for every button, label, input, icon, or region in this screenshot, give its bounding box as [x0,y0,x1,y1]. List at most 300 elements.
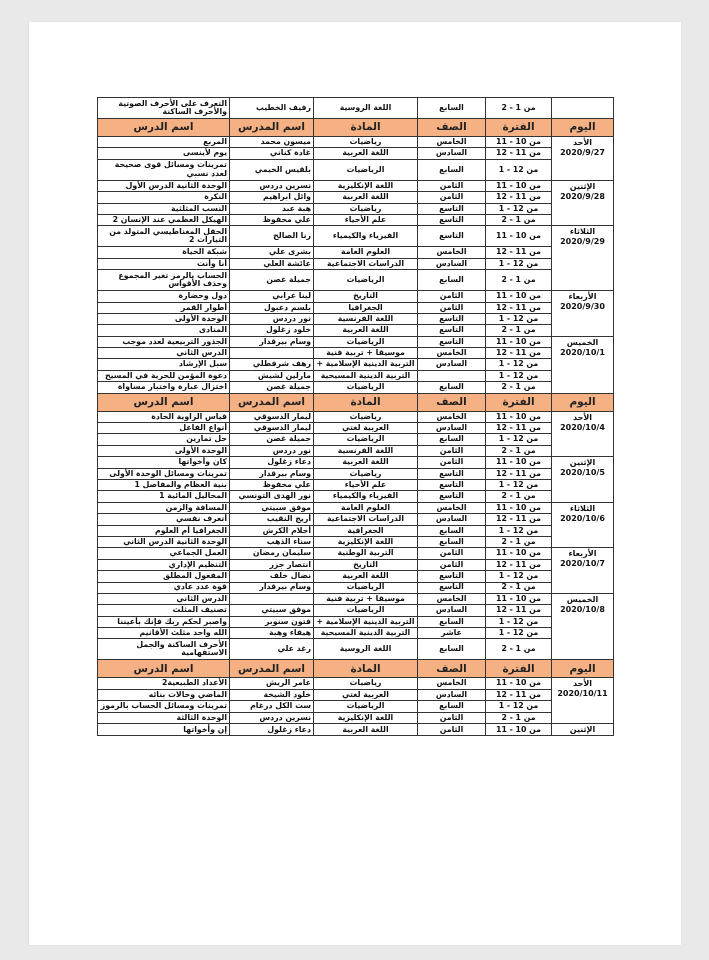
period-cell: من 11 - 12 [486,514,552,525]
teacher-cell: وائل ابراهيم [230,192,314,203]
teacher-cell: علي محفوظ [230,214,314,225]
subject-cell: اللغة الروسية [314,639,418,660]
teacher-cell: بلقيس الخيمي [230,159,314,180]
grade-cell: السابع [418,382,486,393]
period-cell: من 12 - 1 [486,359,552,370]
period-cell: من 1 - 2 [486,214,552,225]
teacher-cell: نور دردس [230,313,314,324]
period-cell: من 11 - 12 [486,605,552,616]
subject-cell: الرياضيات [314,605,418,616]
table-row [98,203,614,214]
day-cell [552,98,614,119]
grade-cell: التاسع [418,226,486,247]
grade-cell: السادس [418,605,486,616]
lesson-cell: الماضي وحالات بنائه [98,689,230,700]
grade-cell: الثامن [418,712,486,723]
grade-cell: الخامس [418,593,486,604]
lesson-cell: الأحرف الساكنة والجمل الاستفهامية [98,639,230,660]
day-date: 2020/10/5 [560,468,605,478]
period-cell: من 10 - 11 [486,291,552,302]
table-row [98,291,614,302]
lesson-cell: حل تمارين [98,434,230,445]
grade-cell: التاسع [418,491,486,502]
grade-cell: السادس [418,423,486,434]
day-date: 2020/9/27 [560,148,605,157]
subject-cell: العلوم العامة [314,502,418,513]
teacher-cell: رهف شرفطلي [230,359,314,370]
grade-cell: الثامن [418,291,486,302]
schedule-table [97,97,614,736]
subject-cell: التاريخ [314,559,418,570]
grade-cell: التاسع [418,313,486,324]
subject-cell: اللغة العربية [314,325,418,336]
day-date: 2020/9/30 [560,302,605,312]
lesson-cell: التعرف على الأحرف الصوتية والأحرف الساكنة [98,98,230,119]
subject-cell: اللغة الإنكليزية [314,712,418,723]
day-cell [552,502,614,548]
period-cell: من 1 - 2 [486,98,552,119]
table-row [98,258,614,269]
period-cell: من 10 - 11 [486,336,552,347]
table-row [98,302,614,313]
table-row [98,712,614,723]
grade-cell: السابع [418,536,486,547]
teacher-cell: أحلام الكرش [230,525,314,536]
table-row [98,313,614,324]
day-cell [552,137,614,181]
subject-cell: علم الأحياء [314,479,418,490]
grade-cell: السادس [418,148,486,159]
period-cell: من 12 - 1 [486,370,552,381]
table-row [98,491,614,502]
period-cell: من 11 - 12 [486,348,552,359]
subject-cell: العربية لغتي [314,689,418,700]
grade-cell: التاسع [418,468,486,479]
grade-cell: الثامن [418,192,486,203]
subject-cell: اللغة الإنكليزية [314,536,418,547]
subject-cell: الفيزياء والكيمياء [314,226,418,247]
lesson-cell: العمل الجماعي [98,548,230,559]
table-row [98,689,614,700]
header-period: الفترة [486,660,552,678]
lesson-cell: بنية العظام والمفاصل 1 [98,479,230,490]
lesson-cell: تمرينات ومسائل قوى صحيحة لعدد نسبي [98,159,230,180]
day-cell [552,593,614,660]
subject-cell: رياضيات [314,411,418,422]
grade-cell: السابع [418,434,486,445]
grade-cell: الثامن [418,548,486,559]
teacher-cell: هبة عبد [230,203,314,214]
subject-cell: اللغة الفرنسية [314,313,418,324]
subject-cell: الرياضيات [314,270,418,291]
grade-cell: التاسع [418,214,486,225]
table-row [98,514,614,525]
lesson-cell: المربع [98,137,230,148]
day-cell [552,678,614,724]
lesson-cell: كان وأخواتها [98,457,230,468]
teacher-cell: ليمار الدسوقي [230,411,314,422]
lesson-cell: أنا وأنت [98,258,230,269]
period-cell: من 10 - 11 [486,593,552,604]
lesson-cell: المنادى [98,325,230,336]
grade-cell: عاشر [418,628,486,639]
day-date: 2020/10/4 [560,422,605,432]
table-row [98,548,614,559]
grade-cell: التاسع [418,336,486,347]
period-cell: من 12 - 1 [486,434,552,445]
subject-cell: التربية الدينية الإسلامية + [314,359,418,370]
grade-cell: الثامن [418,302,486,313]
table-row [98,701,614,712]
grade-cell: السابع [418,159,486,180]
teacher-cell: نور الهدى التونسي [230,491,314,502]
teacher-cell: جميلة غصن [230,434,314,445]
grade-cell: الثامن [418,180,486,191]
lesson-cell: تصنيف المثلث [98,605,230,616]
teacher-cell: بلسم دعبول [230,302,314,313]
day-cell [552,291,614,337]
teacher-cell: نسرين دردس [230,180,314,191]
teacher-cell: انتصار جزر [230,559,314,570]
period-cell: من 10 - 11 [486,502,552,513]
teacher-cell [230,593,314,604]
subject-cell: الدراسات الاجتماعية [314,514,418,525]
period-cell: من 12 - 1 [486,479,552,490]
subject-cell: اللغة العربية [314,192,418,203]
subject-cell: اللغة العربية [314,571,418,582]
subject-cell: الجغرافيا [314,302,418,313]
header-row [98,393,614,411]
grade-cell: السابع [418,270,486,291]
teacher-cell: جميلة غصن [230,382,314,393]
header-row [98,119,614,137]
header-period: الفترة [486,119,552,137]
table-row [98,423,614,434]
subject-cell: الرياضيات [314,701,418,712]
grade-cell: السابع [418,639,486,660]
subject-cell: التربية الدينية المسيحية [314,628,418,639]
table-row [98,98,614,119]
period-cell: من 10 - 11 [486,724,552,736]
lesson-cell: الدرس الثاني [98,593,230,604]
day-cell [552,457,614,503]
grade-cell: التاسع [418,479,486,490]
teacher-cell [230,348,314,359]
subject-cell: الدراسات الاجتماعية [314,258,418,269]
teacher-cell: وسام بيرقدار [230,582,314,593]
table-row [98,468,614,479]
lesson-cell: الأعداد الطبيعية2 [98,678,230,689]
subject-cell: رياضيات [314,203,418,214]
lesson-cell: قياس الزاوية الحادة [98,411,230,422]
grade-cell: الخامس [418,137,486,148]
subject-cell: التربية الوطنية [314,548,418,559]
teacher-cell: أريج النقيب [230,514,314,525]
subject-cell: اللغة العربية [314,148,418,159]
period-cell: من 12 - 1 [486,313,552,324]
grade-cell: الثامن [418,445,486,456]
day-cell [552,411,614,457]
teacher-cell: نسرين دردس [230,712,314,723]
table-row [98,639,614,660]
teacher-cell: بشرى علي [230,247,314,258]
day-name: الخميس [566,337,599,347]
grade-cell: الخامس [418,411,486,422]
grade-cell: التاسع [418,203,486,214]
subject-cell: موسيقا + تربية فنية [314,348,418,359]
teacher-cell: غادة كناني [230,148,314,159]
table-row [98,434,614,445]
day-date: 2020/10/11 [557,689,608,699]
subject-cell: التاريخ [314,291,418,302]
grade-cell: التاسع [418,325,486,336]
teacher-cell: سناء الذهب [230,536,314,547]
period-cell: من 12 - 1 [486,525,552,536]
teacher-cell: رنا الصالح [230,226,314,247]
teacher-cell: ست الكل درغام [230,701,314,712]
table-row [98,616,614,627]
day-date: 2020/10/7 [560,559,605,569]
table-row [98,148,614,159]
lesson-cell: تمرينات ومسائل الوحدة الأولى [98,468,230,479]
teacher-cell: جميلة غصن [230,270,314,291]
grade-cell: السادس [418,359,486,370]
subject-cell: اللغة الروسية [314,98,418,119]
lesson-cell: النكرة [98,192,230,203]
header-teacher: اسم المدرس [230,119,314,137]
subject-cell: التربية الدينية المسيحية [314,370,418,381]
teacher-cell: نور دردس [230,445,314,456]
teacher-cell: دعاء زغلول [230,457,314,468]
day-cell [552,336,614,393]
lesson-cell: النسب المثلثية [98,203,230,214]
table-row [98,479,614,490]
table-row [98,226,614,247]
period-cell: من 1 - 2 [486,536,552,547]
day-date: 2020/9/28 [560,191,605,201]
day-date: 2020/10/1 [560,347,605,357]
teacher-cell: موفق سبيتي [230,502,314,513]
header-day: اليوم [552,660,614,678]
day-cell [552,226,614,291]
day-name: الإثنين [569,181,596,191]
lesson-cell: الوحدة الثالثة [98,712,230,723]
lesson-cell: الوحدة الأولى [98,313,230,324]
header-teacher: اسم المدرس [230,660,314,678]
lesson-cell: الوحدة الثانية الدرس الأول [98,180,230,191]
table-row [98,411,614,422]
period-cell: من 11 - 12 [486,689,552,700]
period-cell: من 10 - 11 [486,411,552,422]
table-row [98,445,614,456]
grade-cell: السابع [418,525,486,536]
teacher-cell: سليمان رمضان [230,548,314,559]
teacher-cell: عامر الريش [230,678,314,689]
subject-cell: اللغة العربية [314,457,418,468]
table-row [98,336,614,347]
subject-cell: الرياضيات [314,434,418,445]
period-cell: من 1 - 2 [486,382,552,393]
lesson-cell: دول وحضارة [98,291,230,302]
grade-cell: الخامس [418,348,486,359]
teacher-cell: رغد علي [230,639,314,660]
period-cell: من 1 - 2 [486,445,552,456]
grade-cell: الخامس [418,502,486,513]
day-name: الأربعاء [568,549,597,559]
day-name: الأحد [572,412,593,422]
teacher-cell: خلود الشيخة [230,689,314,700]
day-name: الأحد [572,679,593,689]
day-date: 2020/9/29 [560,237,605,247]
table-row [98,180,614,191]
period-cell: من 11 - 12 [486,148,552,159]
grade-cell: الثامن [418,457,486,468]
period-cell: من 12 - 1 [486,258,552,269]
teacher-cell: دعاء زغلول [230,724,314,736]
subject-cell: رياضيات [314,468,418,479]
table-row [98,571,614,582]
table-row [98,159,614,180]
period-cell: من 10 - 11 [486,548,552,559]
day-name: الثلاثاء [569,227,596,237]
lesson-cell: الوحدة الثانية الدرس الثاني [98,536,230,547]
table-row [98,192,614,203]
lesson-cell: الهيكل العظمي عند الإنسان 2 [98,214,230,225]
table-row [98,724,614,736]
lesson-cell: التنظيم الإداري [98,559,230,570]
grade-cell: الثامن [418,724,486,736]
subject-cell: رياضيات [314,678,418,689]
header-grade: الصف [418,119,486,137]
grade-cell: الخامس [418,678,486,689]
lesson-cell: شبكة الحياة [98,247,230,258]
table-row [98,678,614,689]
period-cell: من 12 - 1 [486,628,552,639]
header-row [98,660,614,678]
lesson-cell: المسافة والزمن [98,502,230,513]
day-name: الأحد [572,138,593,147]
table-row [98,359,614,370]
grade-cell: السابع [418,98,486,119]
teacher-cell: علي محفوظ [230,479,314,490]
table-row [98,214,614,225]
teacher-cell: فتون سنوبر [230,616,314,627]
header-grade: الصف [418,393,486,411]
subject-cell: الرياضيات [314,582,418,593]
subject-cell: الرياضيات [314,159,418,180]
period-cell: من 10 - 11 [486,180,552,191]
table-row [98,628,614,639]
header-subject: المادة [314,660,418,678]
day-name: الثلاثاء [569,503,596,513]
period-cell: من 1 - 2 [486,712,552,723]
lesson-cell: يوم لأينسى [98,148,230,159]
teacher-cell: رفيف الخطيب [230,98,314,119]
teacher-cell: لينا عرابي [230,291,314,302]
lesson-cell: الجذور التربيعية لعدد موجب [98,336,230,347]
period-cell: من 10 - 11 [486,678,552,689]
lesson-cell: واصبر لحكم ربك فإنك بأعيننا [98,616,230,627]
teacher-cell: هيفاء وهبة [230,628,314,639]
table-row [98,525,614,536]
grade-cell: التاسع [418,571,486,582]
teacher-cell: ليمار الدسوقي [230,423,314,434]
lesson-cell: اختزال عبارة واختبار مساواة [98,382,230,393]
subject-cell: التربية الدينية الإسلامية + [314,616,418,627]
header-grade: الصف [418,660,486,678]
header-subject: المادة [314,119,418,137]
day-name: الخميس [566,594,599,604]
table-row [98,502,614,513]
period-cell: من 12 - 1 [486,159,552,180]
table-row [98,348,614,359]
subject-cell: الرياضيات [314,382,418,393]
period-cell: من 1 - 2 [486,491,552,502]
lesson-cell: قوة عدد عادي [98,582,230,593]
period-cell: من 10 - 11 [486,226,552,247]
header-lesson: اسم الدرس [98,660,230,678]
table-row [98,325,614,336]
lesson-cell: الحساب بالرمز تغير المجموع وحذف الأقواس [98,270,230,291]
day-cell [552,548,614,594]
table-row [98,457,614,468]
subject-cell: رياضيات [314,137,418,148]
subject-cell: الرياضيات [314,336,418,347]
lesson-cell: الوحدة الأولى [98,445,230,456]
grade-cell: السابع [418,616,486,627]
subject-cell: العربية لغتي [314,423,418,434]
day-name: الإثنين [569,725,596,735]
period-cell: من 11 - 12 [486,559,552,570]
period-cell: من 12 - 1 [486,571,552,582]
period-cell: من 1 - 2 [486,270,552,291]
grade-cell: السادس [418,258,486,269]
teacher-cell: مارلين لشيش [230,370,314,381]
teacher-cell: ميسون محمد [230,137,314,148]
table-row [98,559,614,570]
table-row [98,582,614,593]
table-row [98,605,614,616]
period-cell: من 11 - 12 [486,468,552,479]
day-name: الأربعاء [568,292,597,302]
subject-cell: العلوم العامة [314,247,418,258]
table-row [98,536,614,547]
table-row [98,370,614,381]
period-cell: من 12 - 1 [486,616,552,627]
table-row [98,247,614,258]
table-row [98,137,614,148]
header-teacher: اسم المدرس [230,393,314,411]
teacher-cell: موفق سبيتي [230,605,314,616]
period-cell: من 1 - 2 [486,582,552,593]
subject-cell: علم الأحياء [314,214,418,225]
day-name: الإثنين [569,458,596,468]
teacher-cell: عائشة العلي [230,258,314,269]
period-cell: من 11 - 12 [486,192,552,203]
subject-cell: موسيقا + تربية فنية [314,593,418,604]
lesson-cell: دعوة المؤمن للحرية في المسيح [98,370,230,381]
header-day: اليوم [552,393,614,411]
lesson-cell: أتعرف نفسي [98,514,230,525]
day-date: 2020/10/6 [560,513,605,523]
teacher-cell: خلود زغلول [230,325,314,336]
grade-cell: الثامن [418,559,486,570]
period-cell: من 10 - 11 [486,137,552,148]
subject-cell: اللغة الإنكليزية [314,180,418,191]
teacher-cell: نضال خلف [230,571,314,582]
day-date: 2020/10/8 [560,604,605,614]
period-cell: من 12 - 1 [486,203,552,214]
